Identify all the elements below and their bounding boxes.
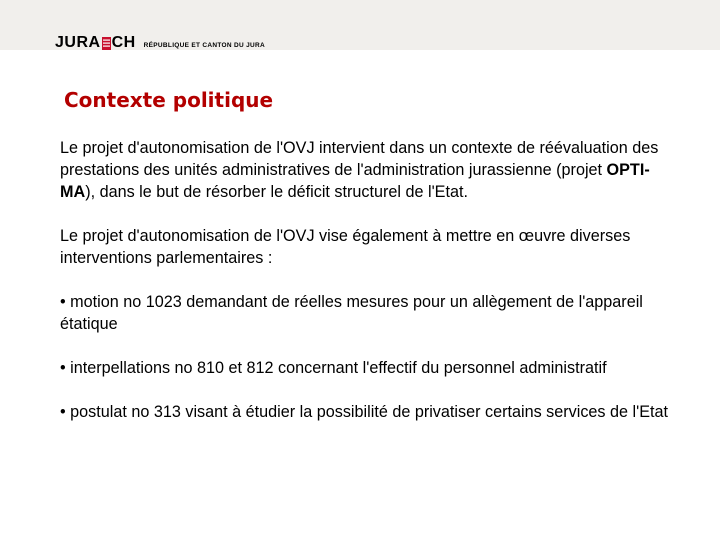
jura-logo	[55, 35, 265, 51]
slide-content	[60, 137, 672, 423]
bullet-item-interpellations: • interpellations no 810 et 812 concernant l'effectif du personnel administratif	[60, 359, 607, 377]
paragraph-context-after: ), dans le but de résorber le déficit structurel de l'Etat.	[85, 183, 468, 201]
bullet-item-motion: • motion no 1023 demandant de réelles mesures pour un allègement de l'appareil étatique	[60, 293, 643, 333]
logo-text-right: CH	[111, 34, 136, 51]
slide-title: Contexte politique	[64, 88, 274, 112]
paragraph-context-emphasis: OPTI-MA	[60, 161, 650, 201]
logo-text-left: JURA	[55, 34, 101, 51]
bullet-item-postulat: • postulat no 313 visant à étudier la possibilité de privatiser certains services de l'Etat	[60, 403, 669, 421]
jura-emblem-icon	[102, 37, 111, 50]
paragraph-context	[60, 137, 672, 203]
logo-tagline: RÉPUBLIQUE ET CANTON DU JURA	[143, 41, 265, 49]
paragraph-context-before: Le projet d'autonomisation de l'OVJ intervient dans un contexte de réévaluation des prestations des unités administratives de l'administration jurassienne (projet	[60, 139, 659, 179]
paragraph-interventions: Le projet d'autonomisation de l'OVJ vise également à mettre en œuvre diverses interventions parlementaires :	[60, 227, 631, 267]
